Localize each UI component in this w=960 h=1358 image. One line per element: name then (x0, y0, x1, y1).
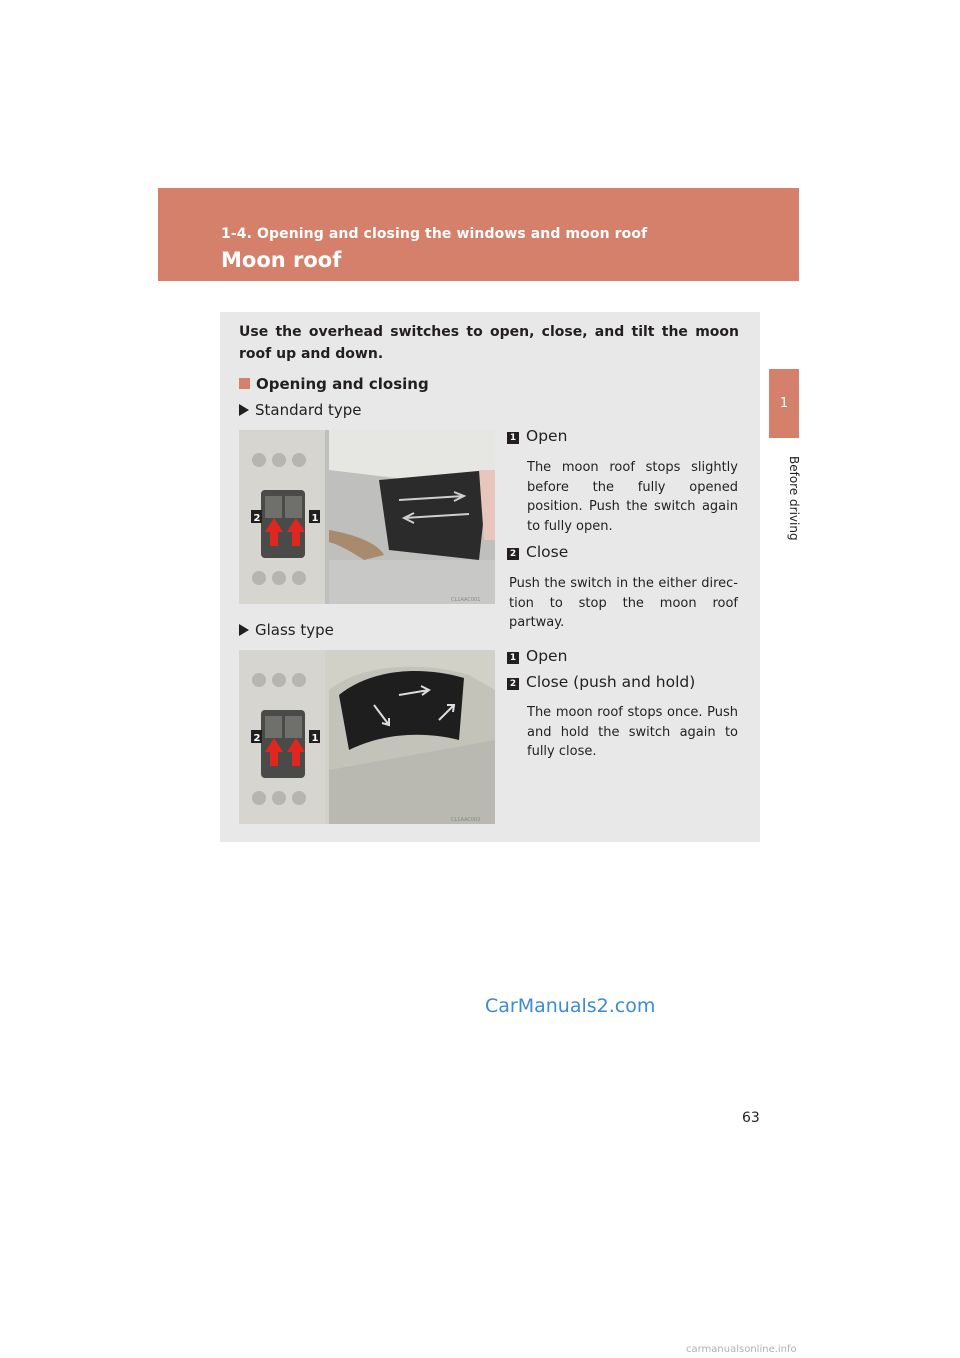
standard-type-photo (239, 430, 495, 604)
svg-text:CL1AAC001: CL1AAC001 (451, 597, 481, 603)
page-number: 63 (742, 1110, 760, 1126)
watermark-logo[interactable]: CarManuals2.com (485, 995, 656, 1017)
figure-label-1: 1 (311, 733, 319, 744)
glass-type-photo (239, 650, 495, 824)
figure-label-1: 1 (311, 513, 319, 524)
intro-text: Use the overhead switches to open, close, and tilt the moon roof up and down. (239, 324, 739, 362)
step-number-2: 2 (507, 678, 519, 690)
page-header (158, 188, 799, 281)
standard-step-2 (507, 543, 568, 561)
triangle-bullet-icon (239, 624, 249, 636)
standard-type-label (239, 401, 362, 419)
step-number-2: 2 (507, 548, 519, 560)
square-bullet-icon (239, 378, 250, 389)
triangle-bullet-icon (239, 404, 249, 416)
chapter-name: Before driving (787, 455, 801, 541)
figure-label-2: 2 (253, 513, 261, 524)
step-title: Close (526, 543, 569, 561)
svg-text:CL1AAC002: CL1AAC002 (451, 817, 481, 823)
footer-watermark[interactable]: carmanualsonline.info (686, 1344, 797, 1355)
glass-step-1 (507, 647, 567, 665)
step-title: Open (526, 647, 568, 665)
standard-step-1 (507, 427, 567, 445)
step-title: Open (526, 427, 568, 445)
page-title: Moon roof (221, 248, 342, 272)
glass-step-2 (507, 673, 695, 691)
step-number-1: 1 (507, 432, 519, 444)
chapter-tab: 1 (769, 369, 799, 438)
standard-step-1-note: The moon roof stops slightly before the fully opened position. Push the switch again to fully open. (527, 460, 738, 534)
subheading (239, 375, 429, 393)
glass-type-text: Glass type (255, 621, 334, 639)
standard-step-2-note: Push the switch in the either direc-tion to stop the moon roof partway. (509, 576, 738, 630)
subheading-text: Opening and closing (256, 375, 429, 393)
glass-type-label (239, 621, 334, 639)
step-number-1: 1 (507, 652, 519, 664)
step-title: Close (push and hold) (526, 673, 696, 691)
glass-step-2-note: The moon roof stops once. Push and hold the switch again to fully close. (527, 705, 738, 759)
section-title: 1-4. Opening and closing the windows and moon roof (221, 226, 648, 242)
figure-label-2: 2 (253, 733, 261, 744)
standard-type-text: Standard type (255, 401, 362, 419)
